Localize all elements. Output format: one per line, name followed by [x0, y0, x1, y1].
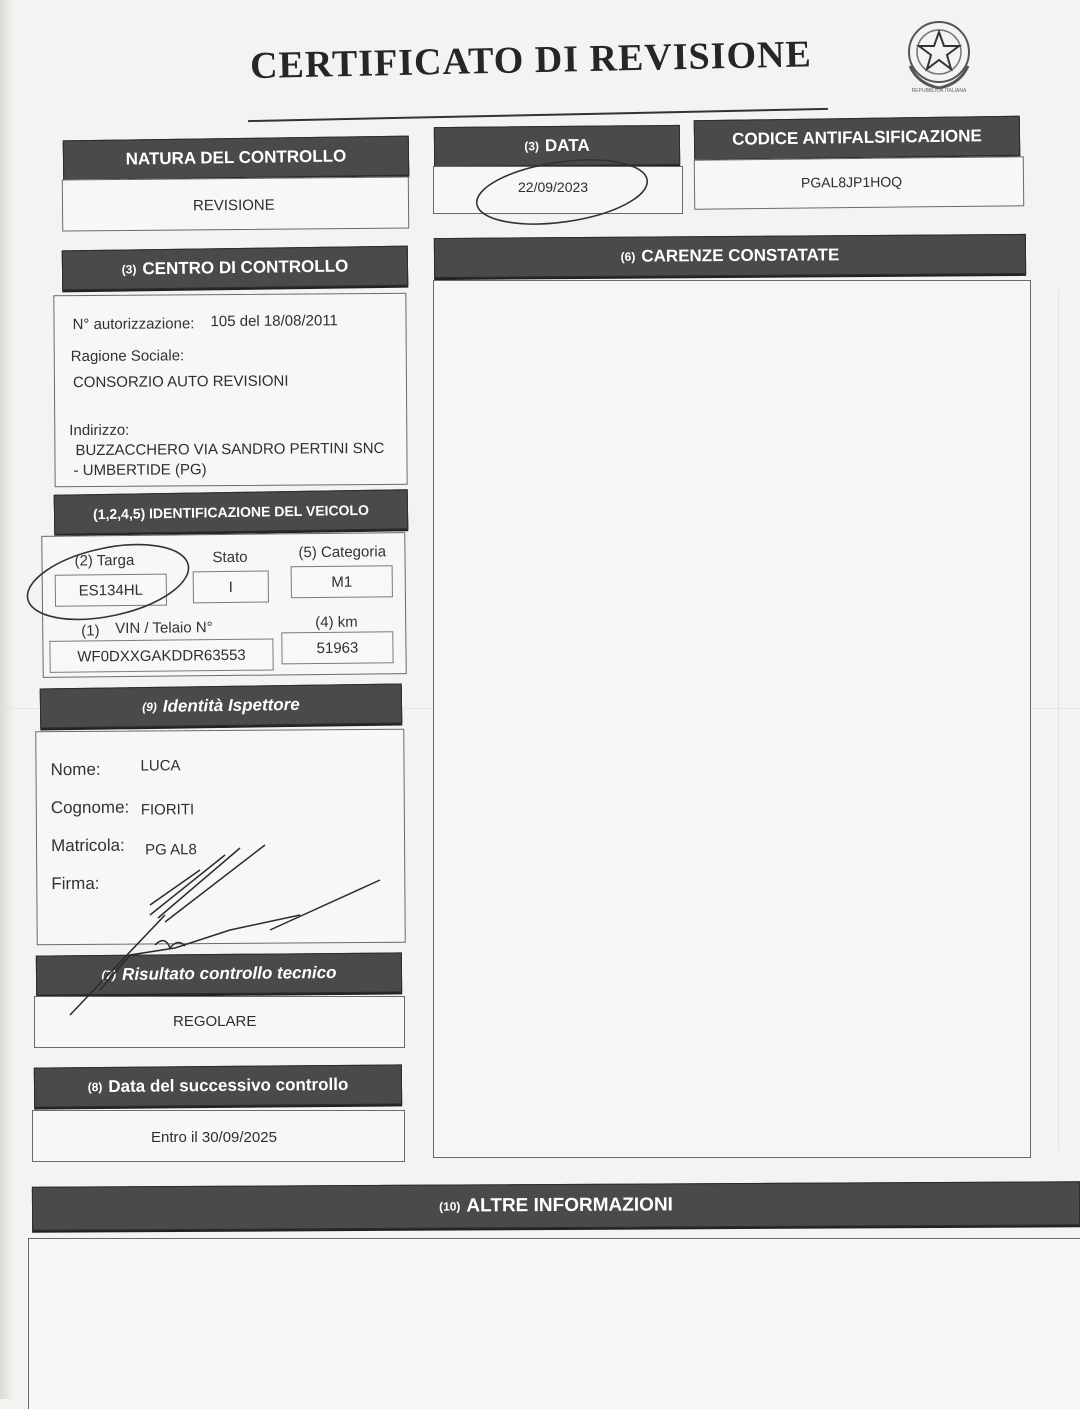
stato-value: I: [193, 571, 269, 604]
natura-header-label: NATURA DEL CONTROLLO: [125, 146, 347, 169]
firma-label: Firma:: [51, 873, 100, 894]
veicolo-header-label: (1,2,4,5) IDENTIFICAZIONE DEL VEICOLO: [92, 501, 370, 523]
nome-label: Nome:: [50, 759, 101, 780]
ispettore-header-label: Identità Ispettore: [162, 694, 300, 716]
categoria-label: (5) Categoria: [298, 543, 387, 562]
emblem-text: REPUBBLICA ITALIANA: [911, 88, 967, 94]
natura-value: REVISIONE: [192, 196, 275, 215]
nome-value: LUCA: [140, 757, 181, 775]
ragione-sociale-label: Ragione Sociale:: [70, 347, 185, 366]
stato-label: Stato: [212, 548, 248, 567]
risultato-value: REGOLARE: [173, 1013, 257, 1030]
indirizzo-line2: - UMBERTIDE (PG): [73, 461, 207, 480]
successivo-header-num: (8): [87, 1080, 103, 1095]
km-value: 51963: [281, 631, 393, 664]
matricola-label: Matricola:: [50, 835, 125, 856]
data-header-num: (3): [524, 139, 540, 154]
codice-value: PGAL8JP1HOQ: [800, 173, 903, 191]
data-value: 22/09/2023: [518, 179, 589, 195]
successivo-value: Entro il 30/09/2025: [151, 1129, 277, 1146]
indirizzo-line1: BUZZACCHERO VIA SANDRO PERTINI SNC: [75, 439, 385, 460]
targa-label: (2) Targa: [74, 551, 135, 570]
carenze-header-label: CARENZE CONSTATATE: [641, 245, 840, 266]
centro-header-num: (3): [121, 262, 137, 277]
matricola-value: PG AL8: [145, 841, 197, 859]
risultato-header-label: Risultato controllo tecnico: [122, 962, 337, 984]
altre-header-num: (10): [439, 1199, 461, 1214]
centro-header-label: CENTRO DI CONTROLLO: [142, 256, 349, 279]
date-circle-mark: [473, 150, 652, 233]
autorizzazione-label: N° autorizzazione:: [72, 315, 195, 334]
targa-circle-mark: [21, 532, 196, 633]
risultato-header-num: (7): [101, 967, 117, 983]
altre-header-label: ALTRE INFORMAZIONI: [466, 1194, 673, 1217]
vin-num: (1): [81, 622, 100, 640]
categoria-value: M1: [291, 565, 393, 598]
autorizzazione-value: 105 del 18/08/2011: [210, 312, 338, 331]
ragione-sociale-value: CONSORZIO AUTO REVISIONI: [72, 372, 289, 392]
carenze-header-num: (6): [620, 249, 636, 264]
document-title: CERTIFICATO DI REVISIONE: [249, 33, 813, 88]
codice-header-label: CODICE ANTIFALSIFICAZIONE: [732, 126, 982, 149]
targa-value: ES134HL: [55, 574, 167, 607]
vin-value: WF0DXXGAKDDR63553: [49, 638, 273, 672]
cognome-label: Cognome:: [50, 797, 130, 818]
data-header-label: DATA: [544, 135, 590, 156]
vin-label: VIN / Telaio N°: [115, 619, 213, 638]
inspector-signature: [70, 845, 380, 1015]
successivo-header-label: Data del successivo controllo: [108, 1074, 349, 1096]
ispettore-header-num: (9): [142, 699, 157, 715]
km-label: (4) km: [315, 613, 358, 632]
indirizzo-label: Indirizzo:: [69, 421, 130, 440]
cognome-value: FIORITI: [140, 801, 195, 819]
